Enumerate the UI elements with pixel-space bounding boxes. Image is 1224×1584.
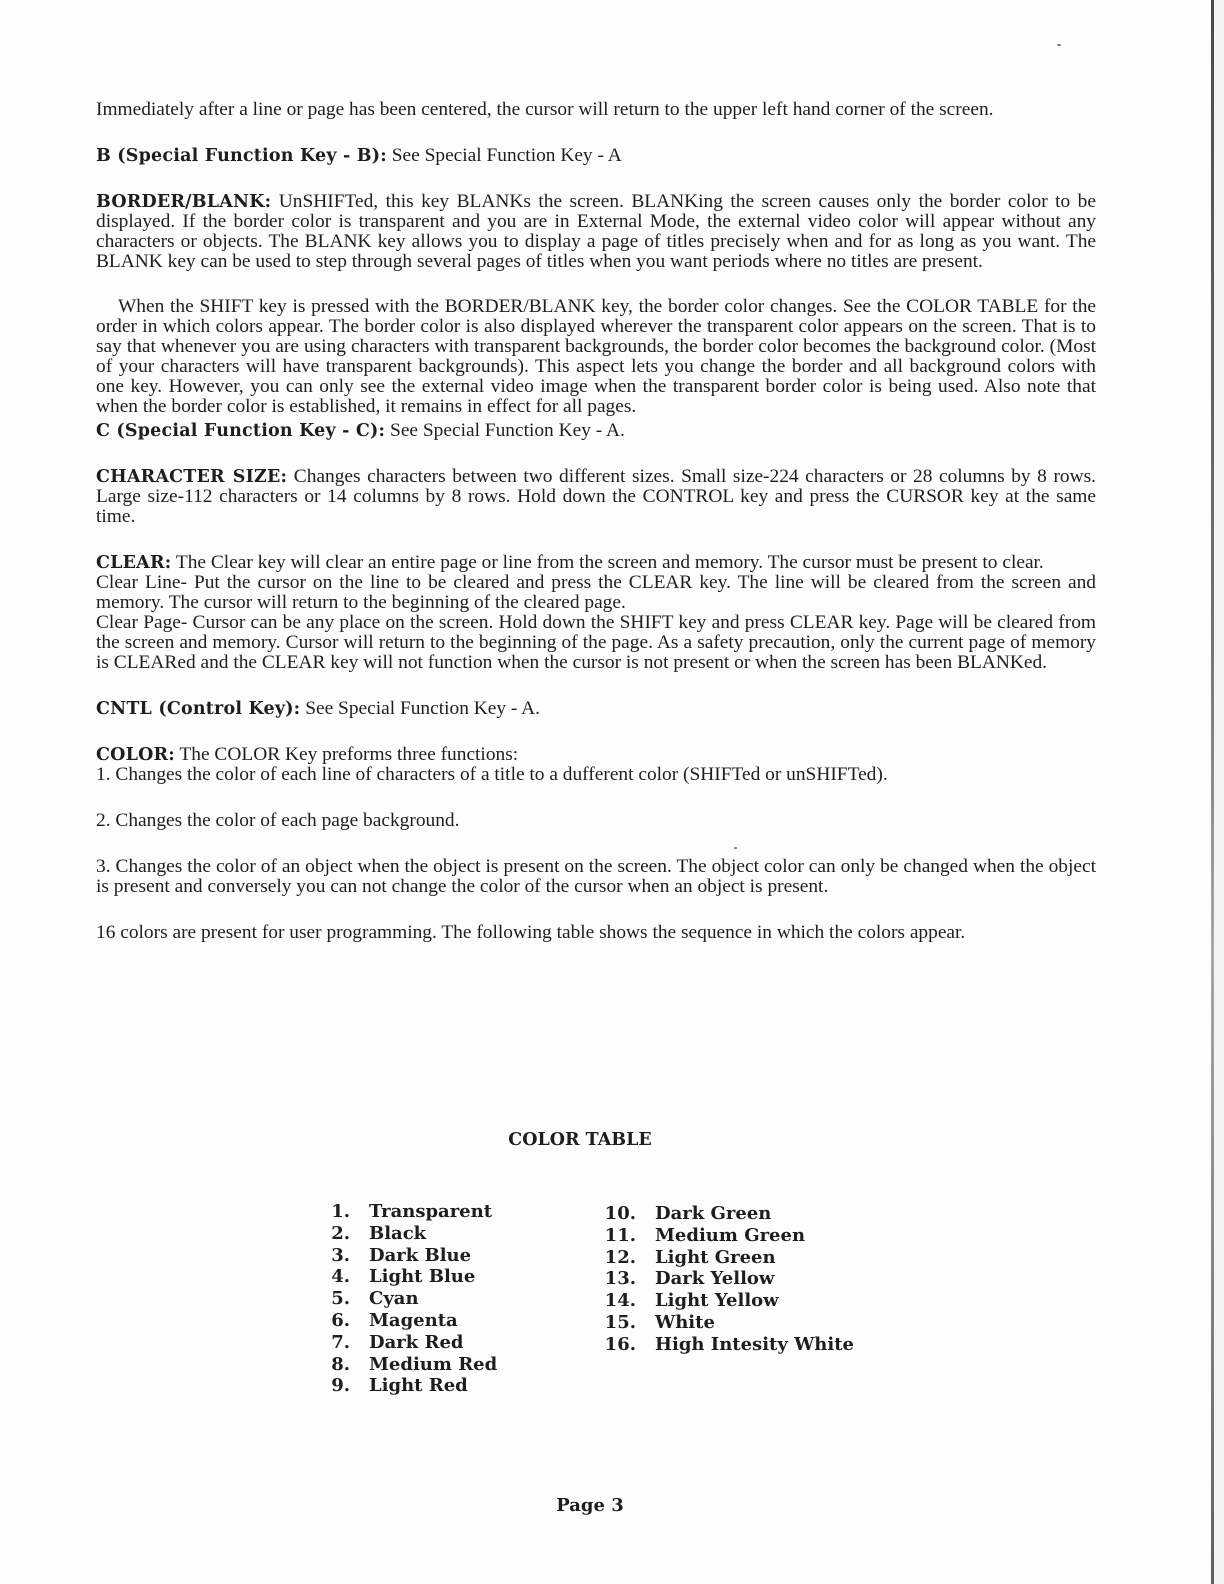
color-table-entry — [598, 1247, 854, 1269]
color-entry-number: 10. — [604, 1203, 636, 1224]
color-summary: 16 colors are present for user programming. The following table shows the sequence in which the colors appear. — [96, 922, 966, 943]
color-table-entry — [598, 1290, 854, 1312]
color-table-entry — [326, 1310, 497, 1332]
entry-text: See Special Function Key - A — [386, 145, 622, 166]
entry-clear-line: Clear Line- Put the cursor on the line to be cleared and press the CLEAR key. The line will be cleared from the screen and memory. The cursor will return to the beginning of the cleared page. — [96, 572, 1096, 613]
color-entry-name: Light Red — [369, 1375, 468, 1397]
entry-term: CLEAR: — [96, 553, 172, 573]
entry-term: C (Special Function Key - C): — [96, 421, 386, 441]
entry-text: UnSHIFTed, this key BLANKs the screen. BLANKing the screen causes only the border color to be displayed. If the border color is transparent and you are in External Mode, the external video color will appear without any characters or objects. The BLANK key allows you to display a page of titles precisely when and for as long as you want. The BLANK key can be used to step through several pages of titles when you want periods where no titles are present. — [96, 191, 1096, 272]
page-number: Page 3 — [556, 1495, 624, 1516]
color-entry-number: 2. — [331, 1222, 350, 1244]
color-table-left-column — [326, 1201, 497, 1397]
entry-term: CHARACTER SIZE: — [96, 467, 288, 487]
color-entry-name: Medium Red — [369, 1353, 498, 1375]
color-function-1: 1. Changes the color of each line of characters of a title to a dufferent color (SHIFTed or unSHIFTed). — [96, 764, 888, 785]
color-entry-number: 15. — [604, 1311, 636, 1333]
color-table-entry — [326, 1332, 497, 1354]
entry-border-blank — [96, 192, 1096, 272]
color-table-entry — [598, 1203, 854, 1225]
color-table-title: COLOR TABLE — [508, 1130, 652, 1150]
entry-color — [96, 745, 1096, 765]
entry-clear-page: Clear Page- Cursor can be any place on the screen. Hold down the SHIFT key and press CLEAR key. Page will be cleared from the screen and memory. Cursor will return to the beginning of the page. As a safety precaution, only the current page of memory is CLEARed and the CLEAR key will not function when the cursor is not present or when the screen has been BLANKed. — [96, 612, 1096, 673]
entry-term: COLOR: — [96, 745, 175, 765]
color-entry-number: 16. — [604, 1333, 636, 1355]
color-table-entry — [598, 1334, 854, 1356]
page-edge-shadow — [1214, 0, 1224, 1584]
color-entry-name: Light Blue — [369, 1266, 476, 1288]
color-entry-name: Dark Blue — [369, 1244, 472, 1266]
intro-paragraph: Immediately after a line or page has been centered, the cursor will return to the upper left hand corner of the screen. — [96, 99, 994, 120]
color-entry-number: 3. — [331, 1244, 350, 1266]
color-entry-name: White — [655, 1311, 715, 1333]
entry-text: The COLOR Key preforms three functions: — [174, 744, 519, 765]
entry-b-key — [96, 146, 1096, 166]
color-entry-number: 9. — [331, 1375, 350, 1397]
entry-c-key — [96, 421, 1096, 441]
color-entry-name: Magenta — [369, 1309, 458, 1331]
color-entry-name: Medium Green — [655, 1224, 806, 1246]
color-entry-name: Dark Red — [369, 1331, 464, 1353]
color-table-entry — [326, 1266, 497, 1288]
entry-text: See Special Function Key - A. — [300, 698, 540, 719]
color-entry-number: 1. — [331, 1201, 350, 1222]
color-entry-name: High Intesity White — [655, 1333, 854, 1355]
color-table-entry — [326, 1201, 497, 1223]
color-table-entry — [326, 1245, 497, 1267]
entry-cntl — [96, 699, 1096, 719]
color-function-3: 3. Changes the color of an object when the object is present on the screen. The object color can only be changed when the object is present and conversely you can not change the color of the cursor when an object is present. — [96, 856, 1096, 897]
entry-clear — [96, 553, 1096, 573]
color-table-entry — [598, 1225, 854, 1247]
color-table-entry — [598, 1268, 854, 1290]
entry-character-size — [96, 467, 1096, 527]
color-entry-number: 11. — [604, 1224, 636, 1246]
color-entry-number: 5. — [331, 1288, 350, 1310]
color-entry-name: Light Green — [655, 1246, 776, 1268]
color-table-entry — [326, 1223, 497, 1245]
color-entry-name: Black — [369, 1222, 427, 1244]
page-edge-line — [1211, 0, 1214, 1584]
color-entry-number: 4. — [331, 1266, 350, 1288]
document-body — [96, 100, 1096, 969]
color-entry-number: 12. — [604, 1246, 636, 1268]
color-entry-number: 8. — [331, 1353, 350, 1375]
entry-text: The Clear key will clear an entire page or line from the screen and memory. The cursor must be present to clear. — [171, 552, 1044, 573]
entry-term: BORDER/BLANK: — [96, 192, 272, 212]
color-entry-name: Light Yellow — [655, 1290, 779, 1312]
color-table-entry — [326, 1288, 497, 1310]
color-entry-number: 7. — [331, 1331, 350, 1353]
color-entry-name: Transparent — [369, 1201, 493, 1222]
color-table-entry — [326, 1354, 497, 1376]
color-entry-number: 13. — [604, 1268, 636, 1290]
entry-border-blank-continuation: When the SHIFT key is pressed with the BORDER/BLANK key, the border color changes. See the COLOR TABLE for the order in which colors appear. The border color is also displayed wherever the transparent color appears on the screen. That is to say that whenever you are using characters with transparent backgrounds, the border color becomes the background color. (Most of your characters will have transparent backgrounds). This aspect lets you change the border and all background colors with one key. However, you can only see the external video image when the transparent border color is being used. Also note that when the border color is established, it remains in effect for all pages. — [96, 296, 1096, 417]
entry-term: CNTL (Control Key): — [96, 699, 301, 719]
entry-text: Changes characters between two different sizes. Small size-224 characters or 28 columns by 8 rows. Large size-112 characters or 14 columns by 8 rows. Hold down the CONTROL key and press the CURSOR key at the same time. — [96, 466, 1096, 527]
color-table-entry — [326, 1375, 497, 1397]
color-entry-number: 6. — [331, 1309, 350, 1331]
color-table-right-column — [598, 1203, 854, 1356]
color-entry-name: Dark Yellow — [655, 1268, 775, 1290]
color-entry-name: Dark Green — [655, 1203, 772, 1224]
entry-term: B (Special Function Key - B): — [96, 146, 387, 166]
scan-speck — [1057, 44, 1061, 46]
color-entry-name: Cyan — [369, 1288, 419, 1310]
entry-text: See Special Function Key - A. — [385, 420, 625, 441]
color-table-entry — [598, 1312, 854, 1334]
color-entry-number: 14. — [604, 1290, 636, 1312]
color-function-2: 2. Changes the color of each page background. — [96, 810, 460, 831]
